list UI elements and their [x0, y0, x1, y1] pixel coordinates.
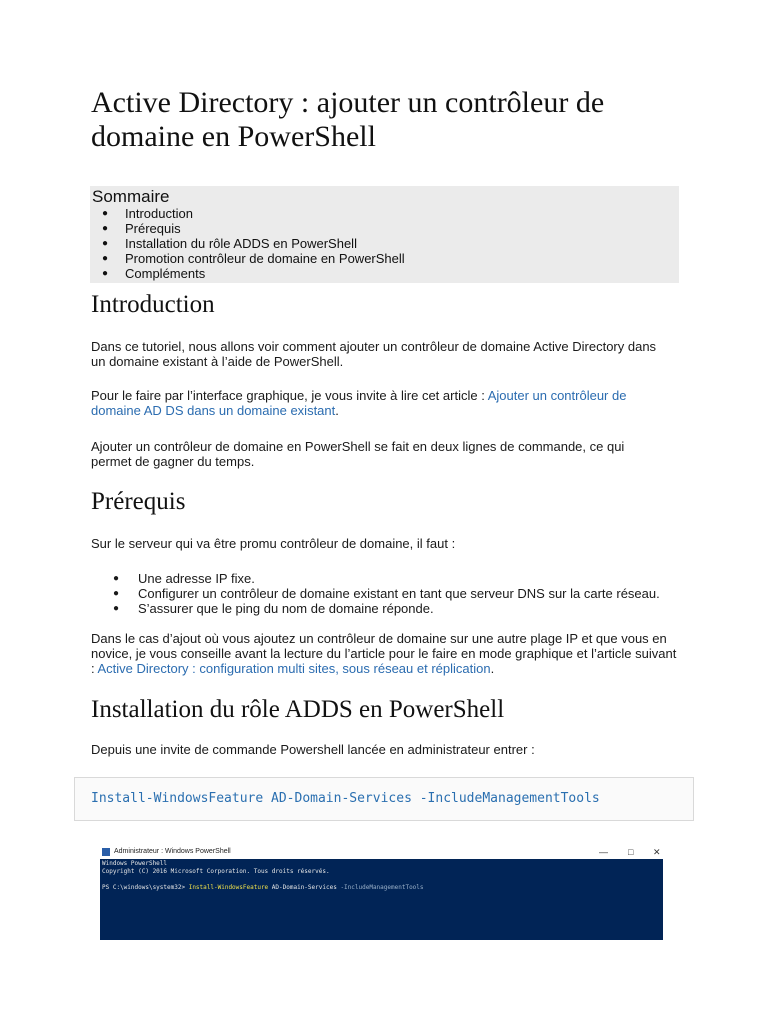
bullet-icon: ● — [102, 238, 109, 249]
list-item-text: S’assurer que le ping du nom de domaine réponde. — [138, 601, 434, 616]
console-prompt: PS C:\windows\system32> — [102, 884, 189, 891]
console-argument: AD-Domain-Services — [268, 884, 341, 891]
powershell-icon — [102, 848, 110, 856]
toc-item[interactable] — [90, 221, 405, 236]
intro-paragraph-2 — [91, 388, 671, 418]
powershell-titlebar — [100, 846, 663, 859]
toc-item-label: Promotion contrôleur de domaine en PowerShell — [125, 251, 405, 266]
intro-paragraph-1: Dans ce tutoriel, nous allons voir comment ajouter un contrôleur de domaine Active Directory dans un domaine existant à l’aide de PowerShell. — [91, 339, 657, 369]
bullet-icon: ● — [102, 208, 109, 219]
install-intro: Depuis une invite de commande Powershell lancée en administrateur entrer : — [91, 742, 535, 757]
console-line: Copyright (C) 2016 Microsoft Corporation. Tous droits réservés. — [102, 868, 330, 875]
minimize-icon: — — [599, 847, 608, 857]
section-heading-introduction: Introduction — [91, 291, 215, 318]
prereq-note — [91, 631, 681, 676]
article-link-multi-sites[interactable]: Active Directory : configuration multi sites, sous réseau et réplication — [97, 661, 491, 676]
table-of-contents — [90, 186, 679, 283]
toc-list — [90, 206, 405, 281]
toc-item-label: Compléments — [125, 266, 206, 281]
toc-item[interactable] — [90, 236, 405, 251]
toc-heading: Sommaire — [92, 187, 170, 206]
section-heading-prerequis: Prérequis — [91, 488, 186, 515]
list-item-text: Une adresse IP fixe. — [138, 571, 255, 586]
intro-paragraph-3: Ajouter un contrôleur de domaine en PowerShell se fait en deux lignes de commande, ce qui permet de gagner du temps. — [91, 439, 625, 469]
list-item-text: Configurer un contrôleur de domaine existant en tant que serveur DNS sur la carte réseau. — [138, 586, 660, 601]
console-cmdlet: Install-WindowsFeature — [188, 884, 269, 891]
prereq-list — [91, 571, 661, 616]
intro-p2-text: Pour le faire par l’interface graphique, je vous invite à lire cet article : — [91, 388, 488, 403]
intro-p2-end: . — [335, 403, 339, 418]
bullet-icon: ● — [113, 573, 120, 584]
page-title: Active Directory : ajouter un contrôleur de domaine en PowerShell — [91, 86, 605, 153]
bullet-icon: ● — [102, 253, 109, 264]
toc-item-label: Prérequis — [125, 221, 181, 236]
prereq-note-end: . — [490, 661, 495, 676]
bullet-icon: ● — [113, 603, 120, 614]
bullet-icon: ● — [102, 268, 109, 279]
console-command-line — [102, 884, 424, 892]
list-item — [91, 571, 661, 586]
console-parameter: -IncludeManagementTools — [340, 884, 424, 891]
console-line: Windows PowerShell — [102, 860, 168, 867]
toc-item[interactable] — [90, 266, 405, 281]
list-item — [91, 601, 661, 616]
list-item — [91, 586, 661, 601]
powershell-title: Administrateur : Windows PowerShell — [114, 848, 231, 855]
toc-item[interactable] — [90, 206, 405, 221]
section-heading-installation: Installation du rôle ADDS en PowerShell — [91, 696, 505, 723]
toc-item-label: Installation du rôle ADDS en PowerShell — [125, 236, 357, 251]
code-block[interactable] — [74, 777, 694, 821]
prereq-note-text: Dans le cas d’ajout où vous ajoutez un contrôleur de domaine sur une autre plage IP et que vous en novice, je vous conseille avant la lecture du l’article pour le faire en mode graphique et l’article suivant : — [91, 631, 677, 676]
powershell-screenshot — [100, 846, 663, 940]
toc-item-label: Introduction — [125, 206, 193, 221]
code-command[interactable]: Install-WindowsFeature AD-Domain-Services -IncludeManagementTools — [91, 791, 600, 806]
bullet-icon: ● — [102, 223, 109, 234]
bullet-icon: ● — [113, 588, 120, 599]
article-link-add-dc-gui[interactable]: Ajouter un contrôleur de domaine AD DS dans un domaine existant — [91, 388, 627, 418]
maximize-icon: □ — [628, 847, 634, 857]
powershell-console — [102, 860, 424, 892]
close-icon: ✕ — [653, 847, 661, 857]
toc-item[interactable] — [90, 251, 405, 266]
prereq-intro: Sur le serveur qui va être promu contrôleur de domaine, il faut : — [91, 536, 456, 551]
